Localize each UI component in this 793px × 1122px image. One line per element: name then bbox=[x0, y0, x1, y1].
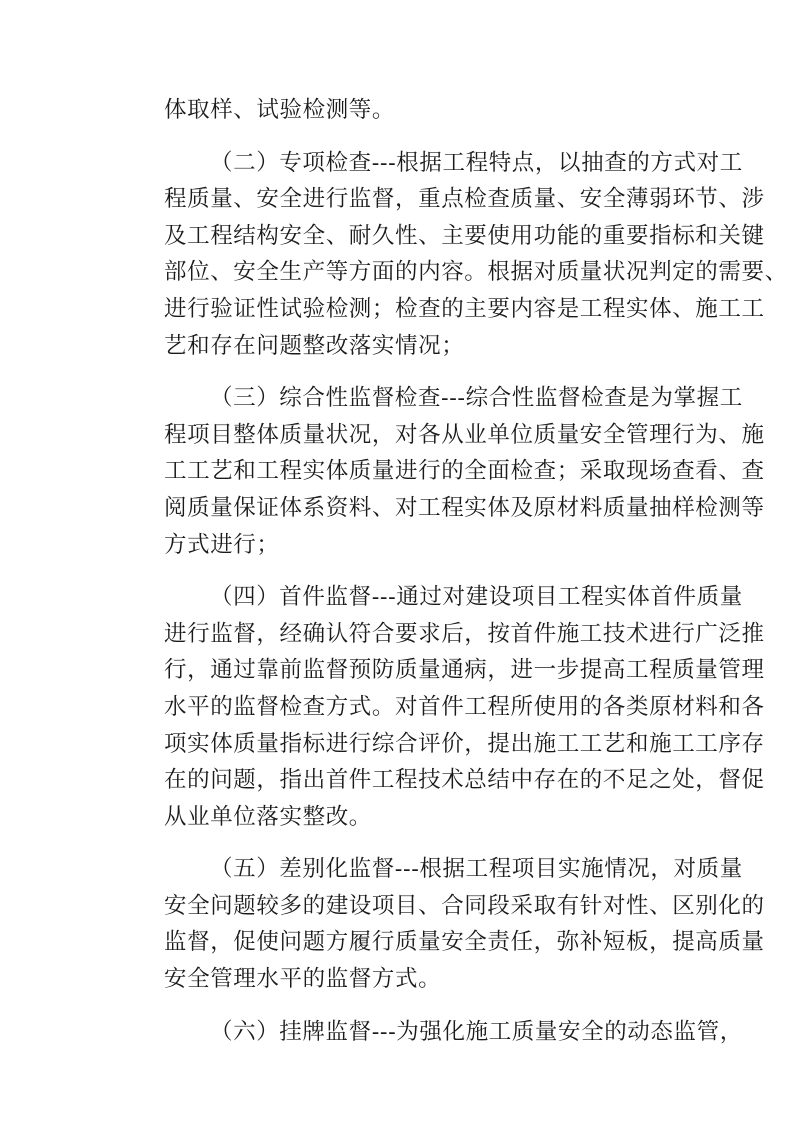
paragraph-gap bbox=[164, 364, 704, 380]
text-line: 方式进行； bbox=[164, 531, 280, 558]
paragraph-gap bbox=[164, 998, 704, 1014]
text-line: 行，通过靠前监督预防质量通病，进一步提高工程质量管理 bbox=[164, 657, 765, 684]
text-line: 阅质量保证体系资料、对工程实体及原材料质量抽样检测等 bbox=[164, 494, 765, 521]
text-line: 程质量、安全进行监督，重点检查质量、安全薄弱环节、涉 bbox=[164, 186, 765, 213]
paragraph-differentiated-supervision bbox=[164, 851, 765, 997]
text-line: 工工艺和工程实体质量进行的全面检查；采取现场查看、查 bbox=[164, 458, 765, 485]
text-line: 监督，促使问题方履行质量安全责任，弥补短板，提高质量 bbox=[164, 929, 765, 956]
text-line: 艺和存在问题整改落实情况； bbox=[164, 332, 465, 359]
paragraph-gap bbox=[164, 129, 704, 145]
paragraph-first-piece-supervision bbox=[164, 579, 765, 835]
paragraph-comprehensive-inspection bbox=[164, 380, 765, 563]
text-line: 水平的监督检查方式。对首件工程所使用的各类原材料和各 bbox=[164, 693, 765, 720]
text-line: 进行监督，经确认符合要求后，按首件施工技术进行广泛推 bbox=[164, 620, 765, 647]
text-line: 部位、安全生产等方面的内容。根据对质量状况判定的需要、 bbox=[164, 259, 788, 286]
paragraph-gap bbox=[164, 563, 704, 579]
paragraph-special-inspection bbox=[164, 145, 788, 365]
text-line: 项实体质量指标进行综合评价，提出施工工艺和施工工序存 bbox=[164, 730, 765, 757]
text-line: （三）综合性监督检查---综合性监督检查是为掌握工 bbox=[210, 385, 743, 412]
text-line: 体取样、试验检测等。 bbox=[164, 97, 396, 123]
text-line: 程项目整体质量状况，对各从业单位质量安全管理行为、施 bbox=[164, 421, 765, 448]
text-line: 安全问题较多的建设项目、合同段采取有针对性、区别化的 bbox=[164, 892, 765, 919]
text-line: （二）专项检查---根据工程特点，以抽查的方式对工 bbox=[210, 149, 743, 176]
text-line: 安全管理水平的监督方式。 bbox=[164, 966, 442, 993]
paragraph-listed-supervision bbox=[164, 1014, 743, 1051]
text-line: 进行验证性试验检测；检查的主要内容是工程实体、施工工 bbox=[164, 295, 765, 322]
text-line: 及工程结构安全、耐久性、主要使用功能的重要指标和关键 bbox=[164, 222, 765, 249]
text-line: 在的问题，指出首件工程技术总结中存在的不足之处，督促 bbox=[164, 767, 765, 794]
document-body bbox=[164, 92, 788, 1050]
text-line: （四）首件监督---通过对建设项目工程实体首件质量 bbox=[210, 584, 743, 611]
text-line: 从业单位落实整改。 bbox=[164, 803, 372, 830]
text-line: （六）挂牌监督---为强化施工质量安全的动态监管， bbox=[210, 1018, 743, 1045]
paragraph-gap bbox=[164, 835, 704, 851]
paragraph-continuation bbox=[164, 92, 704, 129]
text-line: （五）差别化监督---根据工程项目实施情况，对质量 bbox=[210, 856, 743, 883]
